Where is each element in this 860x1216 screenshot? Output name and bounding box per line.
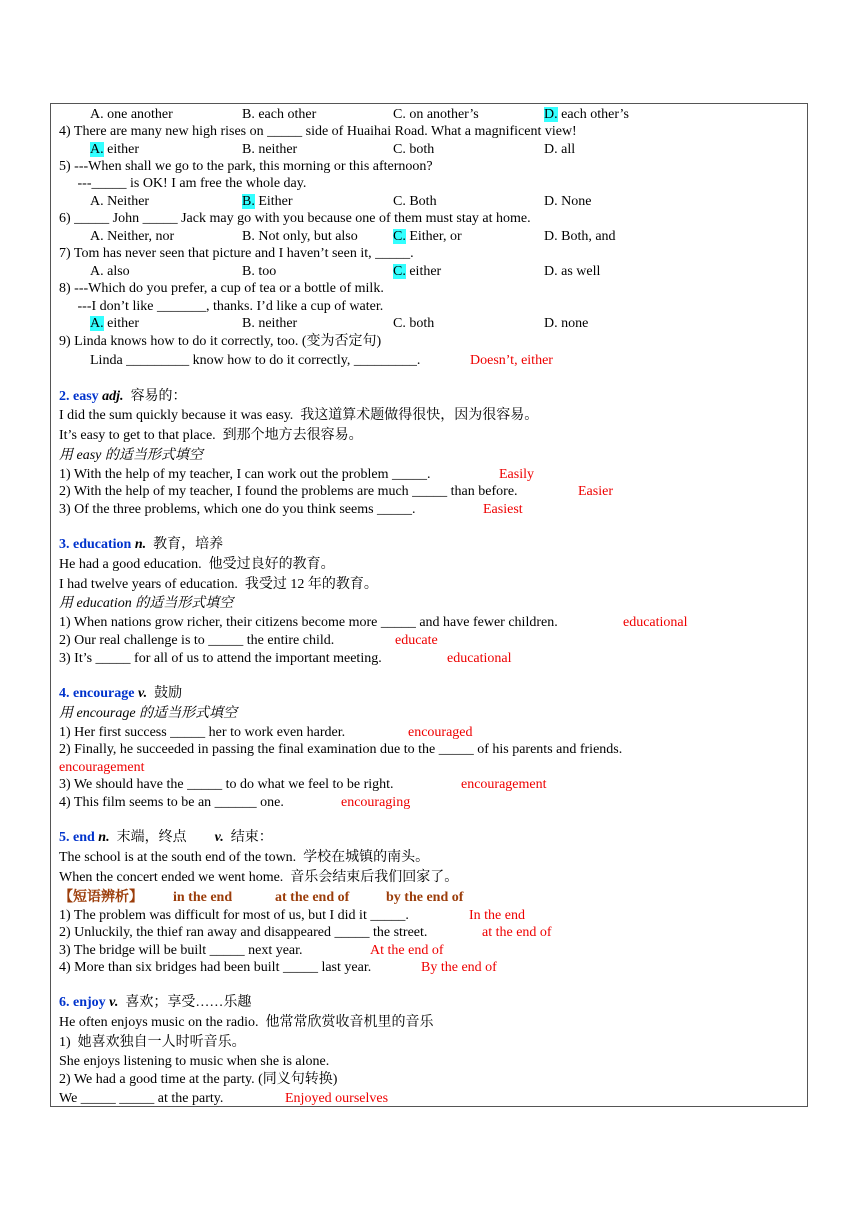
exercise-answer-sentence: She enjoys listening to music when she is alone. [59, 1054, 330, 1069]
option-c[interactable]: C. both [393, 142, 435, 157]
section-heading-end: 5. end n. 末端，终点 v. 结束： [59, 830, 273, 845]
option-b[interactable]: B. Not only, but also [242, 229, 358, 244]
option-d[interactable]: D. none [544, 316, 589, 331]
answer-highlight: D. [544, 107, 558, 122]
phrase-compare-label: 【短语辨析】 [59, 890, 143, 905]
phrase-by-the-end-of: by the end of [386, 890, 464, 905]
exercise-item: 2) With the help of my teacher, I found the problems are much _____ than before. [59, 484, 518, 499]
answer-text: Doesn’t, either [470, 353, 553, 368]
answer-highlight: A. [90, 316, 104, 331]
question-7-stem: 7) Tom has never seen that picture and I haven’t seen it, _____. [59, 246, 414, 261]
exercise-blank: We _____ _____ at the party. [59, 1091, 224, 1106]
option-a[interactable]: A. also [90, 264, 130, 279]
option-c[interactable]: C. both [393, 316, 435, 331]
option-a[interactable]: A. either [90, 142, 139, 157]
task-instruction: 用 easy 的适当形式填空 [59, 448, 203, 463]
option-b[interactable]: B. Either [242, 194, 293, 209]
question-8-reply: ---I don’t like _______, thanks. I’d like a cup of water. [67, 299, 384, 314]
example-sentence: I did the sum quickly because it was easy. 我这道算术题做得很快，因为很容易。 [59, 408, 539, 423]
question-4-stem: 4) There are many new high rises on _____ side of Huaihai Road. What a magnificent view! [59, 124, 577, 139]
exercise-item: 3) The bridge will be built _____ next year. [59, 943, 303, 958]
answer-highlight: C. [393, 229, 406, 244]
answer-text: By the end of [421, 960, 497, 975]
option-d[interactable]: D. Both, and [544, 229, 616, 244]
question-8-stem: 8) ---Which do you prefer, a cup of tea or a bottle of milk. [59, 281, 384, 296]
example-sentence: It’s easy to get to that place. 到那个地方去很容易。 [59, 428, 363, 443]
section-heading-easy: 2. easy adj. 容易的： [59, 389, 187, 404]
section-heading-education: 3. education n. 教育，培养 [59, 537, 224, 552]
exercise-item: 3) We should have the _____ to do what we feel to be right. [59, 777, 394, 792]
exercise-item: 3) It’s _____ for all of us to attend the important meeting. [59, 651, 382, 666]
answer-text: at the end of [482, 925, 552, 940]
option-c[interactable]: C. Both [393, 194, 437, 209]
option-a[interactable]: A. one another [90, 107, 173, 122]
exercise-item: 2) Unluckily, the thief ran away and disappeared _____ the street. [59, 925, 428, 940]
option-d[interactable]: D. None [544, 194, 592, 209]
answer-highlight: C. [393, 264, 406, 279]
phrase-in-the-end: in the end [173, 890, 233, 905]
example-sentence: He had a good education. 他受过良好的教育。 [59, 557, 335, 572]
option-c[interactable]: C. on another’s [393, 107, 479, 122]
exercise-item: 2) Our real challenge is to _____ the entire child. [59, 633, 335, 648]
option-c[interactable]: C. Either, or [393, 229, 462, 244]
answer-text: encouraging [341, 795, 411, 810]
task-instruction: 用 education 的适当形式填空 [59, 596, 234, 611]
exercise-item: 1) The problem was difficult for most of us, but I did it _____. [59, 908, 409, 923]
answer-text: Easiest [483, 502, 523, 517]
example-sentence: He often enjoys music on the radio. 他常常欣赏收音机里的音乐 [59, 1015, 434, 1030]
option-b[interactable]: B. each other [242, 107, 317, 122]
phrase-at-the-end-of: at the end of [275, 890, 350, 905]
answer-text: Easier [578, 484, 613, 499]
option-c[interactable]: C. either [393, 264, 442, 279]
answer-text: encouragement [461, 777, 547, 792]
exercise-item: 1) Her first success _____ her to work even harder. [59, 725, 346, 740]
answer-text: educate [395, 633, 438, 648]
exercise-item: 3) Of the three problems, which one do you think seems _____. [59, 502, 416, 517]
question-6-stem: 6) _____ John _____ Jack may go with you because one of them must stay at home. [59, 211, 531, 226]
option-a[interactable]: A. Neither, nor [90, 229, 175, 244]
exercise-item: 4) This film seems to be an ______ one. [59, 795, 284, 810]
exercise-item: 1) When nations grow richer, their citizens become more _____ and have fewer children. [59, 615, 558, 630]
answer-text: In the end [469, 908, 525, 923]
question-5-stem: 5) ---When shall we go to the park, this morning or this afternoon? [59, 159, 433, 174]
example-sentence: I had twelve years of education. 我受过 12 年的教育。 [59, 577, 378, 592]
option-d[interactable]: D. all [544, 142, 576, 157]
answer-text: educational [447, 651, 512, 666]
option-d[interactable]: D. as well [544, 264, 601, 279]
task-instruction: 用 encourage 的适当形式填空 [59, 706, 238, 721]
example-sentence: The school is at the south end of the town. 学校在城镇的南头。 [59, 850, 430, 865]
question-5-reply: ---_____ is OK! I am free the whole day. [67, 176, 307, 191]
example-sentence: When the concert ended we went home. 音乐会结束后我们回家了。 [59, 870, 459, 885]
answer-text: educational [623, 615, 688, 630]
exercise-item: 4) More than six bridges had been built _____ last year. [59, 960, 372, 975]
answer-text: encouraged [408, 725, 473, 740]
exercise-item: 2) Finally, he succeeded in passing the final examination due to the _____ of his parents and friends. [59, 742, 623, 757]
answer-text: Easily [499, 467, 534, 482]
section-heading-encourage: 4. encourage v. 鼓励 [59, 686, 183, 701]
section-heading-enjoy: 6. enjoy v. 喜欢；享受……乐趣 [59, 995, 252, 1010]
exercise-item: 1) With the help of my teacher, I can work out the problem _____. [59, 467, 431, 482]
option-d[interactable]: D. each other’s [544, 107, 629, 122]
question-9-stem: 9) Linda knows how to do it correctly, too. (变为否定句) [59, 334, 382, 349]
option-b[interactable]: B. neither [242, 142, 298, 157]
exercise-item: 1) 她喜欢独自一人时听音乐。 [59, 1035, 246, 1050]
answer-highlight: B. [242, 194, 255, 209]
question-9-blank: Linda _________ know how to do it correctly, _________. [90, 353, 421, 368]
answer-text: At the end of [370, 943, 444, 958]
option-a[interactable]: A. Neither [90, 194, 150, 209]
answer-text: Enjoyed ourselves [285, 1091, 389, 1106]
answer-text: encouragement [59, 760, 145, 775]
option-a[interactable]: A. either [90, 316, 139, 331]
option-b[interactable]: B. too [242, 264, 277, 279]
exercise-item: 2) We had a good time at the party. (同义句转换) [59, 1072, 338, 1087]
option-b[interactable]: B. neither [242, 316, 298, 331]
answer-highlight: A. [90, 142, 104, 157]
